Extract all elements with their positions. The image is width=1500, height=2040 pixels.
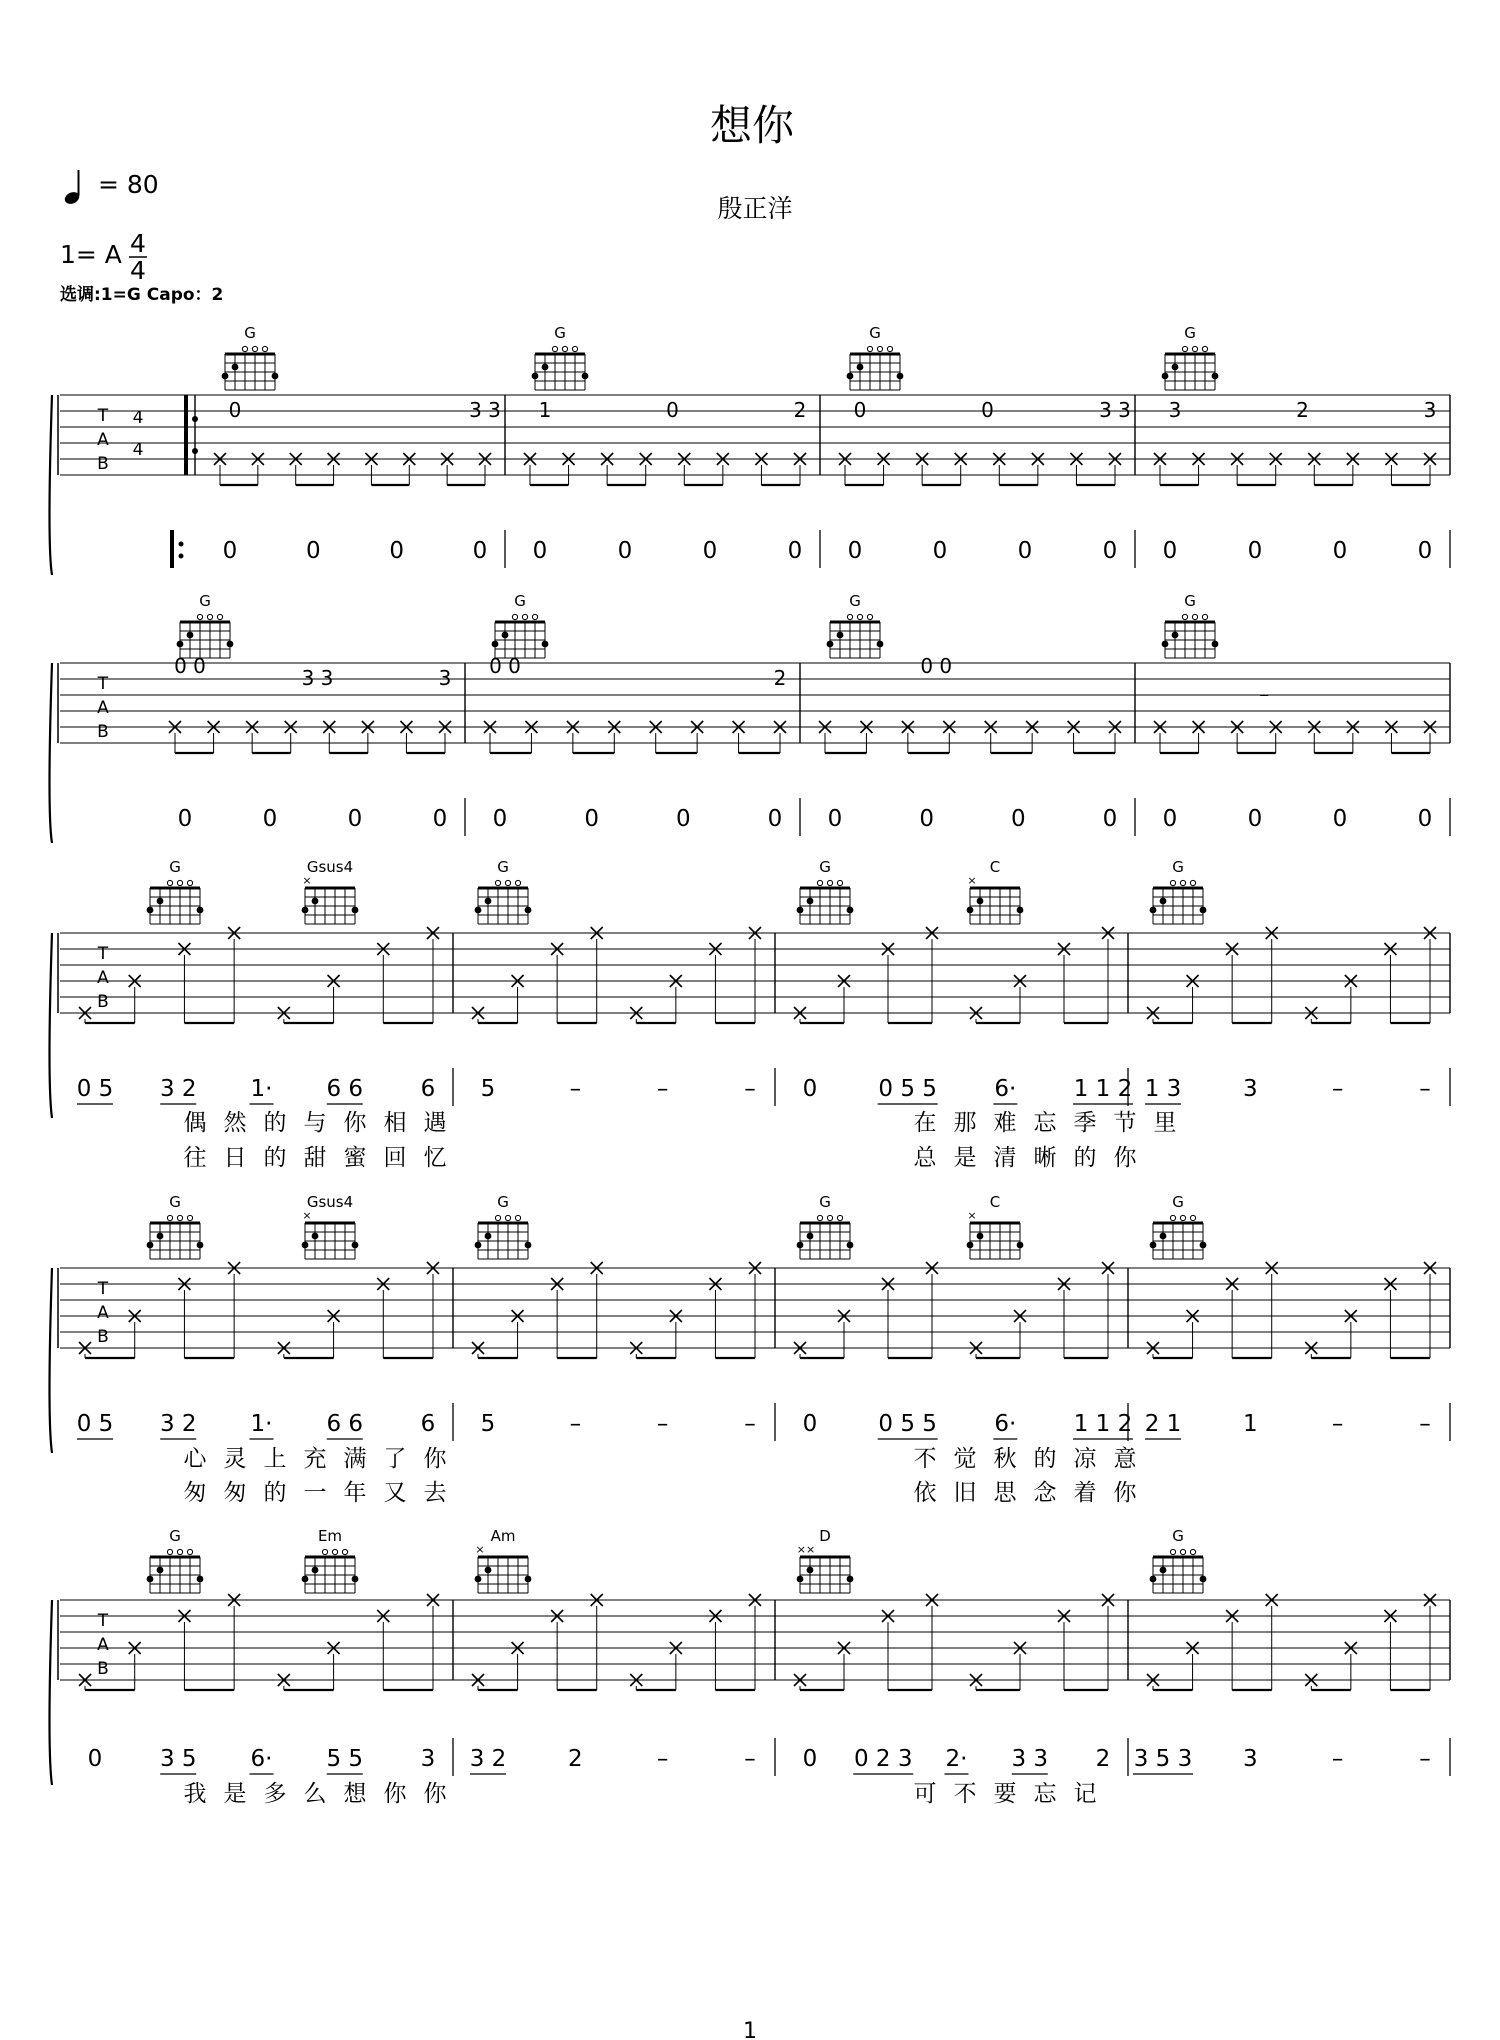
jianpu-note: 0 (1332, 806, 1348, 832)
key-signature: 1= A (60, 240, 122, 269)
score-system (50, 858, 1451, 1171)
tab-fret-number: 2 (773, 666, 787, 690)
chord-name: G (1172, 1193, 1184, 1211)
tempo-value: = 80 (98, 170, 159, 199)
page-number: 1 (743, 2019, 757, 2040)
lyric-char: 忘 (1033, 1110, 1057, 1136)
jianpu-note: 3 (1243, 1076, 1258, 1102)
jianpu-note: 0 (767, 806, 783, 832)
chord-mute-marks: ×× (796, 1543, 816, 1556)
chord-name: G (819, 1193, 831, 1211)
jianpu-note: 0 (802, 1411, 818, 1437)
score-system (50, 324, 1451, 575)
tab-clef-letter: A (97, 430, 109, 450)
chord-mute-marks: × (967, 874, 977, 887)
lyric-char: 在 (913, 1110, 937, 1136)
score-system (50, 592, 1451, 843)
lyric-char: 思 (993, 1480, 1017, 1506)
chord-diagram (797, 1193, 854, 1259)
jianpu-note: 6· (994, 1076, 1017, 1102)
lyric-char: 清 (993, 1145, 1017, 1171)
jianpu-note: 2 (568, 1746, 583, 1772)
chord-diagram (532, 324, 589, 390)
lyric-char: 不 (913, 1446, 937, 1472)
lyric-char: 灵 (223, 1446, 247, 1472)
chord-diagram (147, 1193, 204, 1259)
tab-clef-letter: A (97, 968, 109, 988)
jianpu-note: 0 5 5 (878, 1076, 937, 1102)
lyric-char: 你 (1113, 1145, 1137, 1171)
lyric-char: 的 (263, 1480, 287, 1506)
jianpu-note: 0 (87, 1746, 103, 1772)
chord-name: G (199, 592, 211, 610)
chord-diagram (1150, 1193, 1207, 1259)
chord-name: D (819, 1527, 831, 1545)
chord-diagram (1162, 592, 1219, 658)
jianpu-note: 1 1 2 (1073, 1411, 1133, 1437)
lyric-char: 凉 (1073, 1446, 1097, 1472)
lyric-char: 相 (383, 1110, 407, 1136)
jianpu-note: 1· (250, 1411, 273, 1437)
lyric-char: 你 (343, 1110, 367, 1136)
jianpu-note: 3 2 (159, 1076, 197, 1102)
lyric-char: 依 (913, 1480, 937, 1506)
jianpu-note: 3 5 (159, 1746, 197, 1772)
jianpu-note: – (1419, 1746, 1431, 1772)
chord-diagram (147, 858, 204, 924)
jianpu-note: 1 (1243, 1411, 1258, 1437)
jianpu-note: 0 (222, 538, 238, 564)
tab-fret-number: 2 (1296, 398, 1309, 422)
chord-diagram (222, 324, 279, 390)
chord-diagram (827, 592, 884, 658)
lyric-char: 忆 (423, 1145, 447, 1171)
tab-fret-number: 3 (438, 666, 452, 690)
tab-fret-number: 0 (228, 398, 242, 422)
jianpu-note: 0 (847, 538, 863, 564)
chord-name: Am (490, 1527, 516, 1545)
lyric-char: 心 (183, 1446, 207, 1472)
jianpu-note: 0 5 (76, 1076, 114, 1102)
tab-fret-number: 0 (981, 398, 994, 422)
artist-name: 殷正洋 (717, 194, 793, 223)
jianpu-note: – (1331, 1076, 1344, 1102)
chord-diagram (1162, 324, 1219, 390)
lyric-char: 意 (1113, 1446, 1137, 1472)
jianpu-note: 3 (420, 1746, 436, 1772)
chord-name: G (497, 858, 509, 876)
jianpu-note: – (1419, 1076, 1431, 1102)
chord-diagram (475, 858, 532, 924)
lyric-char: 要 (993, 1781, 1017, 1807)
chord-name: G (1172, 858, 1184, 876)
jianpu-note: 6 (420, 1411, 436, 1437)
tab-fret-number: 0 0 (489, 654, 521, 678)
chord-name: G (819, 858, 831, 876)
tab-clef-letter: B (97, 992, 109, 1012)
tab-time-bottom: 4 (132, 440, 144, 460)
lyric-char: 你 (383, 1781, 407, 1807)
chord-name: G (849, 592, 861, 610)
jianpu-note: 0 (702, 538, 718, 564)
jianpu-note: 0 (1332, 538, 1348, 564)
lyric-char: 甜 (303, 1145, 327, 1171)
jianpu-note: 0 (1102, 538, 1118, 564)
lyric-char: 你 (423, 1446, 447, 1472)
chord-name: G (497, 1193, 509, 1211)
chord-name: C (989, 1193, 1001, 1211)
chord-diagram (177, 592, 234, 658)
tab-clef-letter: T (97, 1611, 109, 1631)
lyric-char: 总 (913, 1145, 937, 1171)
jianpu-note: 0 (1162, 806, 1178, 832)
system-brace (50, 1600, 53, 1785)
jianpu-note: 2· (945, 1746, 968, 1772)
jianpu-note: – (656, 1076, 669, 1102)
lyric-char: 了 (383, 1446, 407, 1472)
chord-diagram (302, 1527, 359, 1593)
jianpu-note: – (1331, 1746, 1344, 1772)
tab-fret-number: 3 (1423, 398, 1437, 422)
chord-diagram (967, 1193, 1024, 1259)
tab-clef-letter: A (97, 698, 109, 718)
jianpu-note: 3 2 (469, 1746, 507, 1772)
system-brace (50, 663, 53, 843)
lyric-char: 充 (303, 1446, 327, 1472)
jianpu-note: 0 (1247, 806, 1263, 832)
jianpu-note: 0 (1162, 538, 1178, 564)
chord-name: Em (317, 1527, 343, 1545)
time-signature-bottom: 4 (130, 256, 146, 285)
lyric-char: 遇 (423, 1110, 447, 1136)
jianpu-note: – (656, 1411, 669, 1437)
score-system (50, 1193, 1451, 1506)
jianpu-note: 3 5 3 (1133, 1746, 1193, 1772)
jianpu-note: – (569, 1076, 582, 1102)
chord-name: G (869, 324, 881, 342)
chord-diagram (302, 858, 359, 924)
tab-clef-letter: T (97, 944, 109, 964)
lyric-char: 日 (223, 1145, 247, 1171)
lyric-char: 可 (913, 1781, 937, 1807)
chord-diagram (1150, 858, 1207, 924)
lyric-char: 旧 (953, 1480, 977, 1506)
jianpu-note: 0 (932, 538, 948, 564)
lyric-char: 的 (1073, 1145, 1097, 1171)
jianpu-note: 0 (472, 538, 488, 564)
jianpu-note: 1 1 2 (1073, 1076, 1133, 1102)
lyric-char: 里 (1153, 1110, 1177, 1136)
chord-name: G (554, 324, 566, 342)
lyric-char: 不 (953, 1781, 977, 1807)
jianpu-note: – (1331, 1411, 1344, 1437)
lyric-char: 的 (263, 1110, 287, 1136)
chord-name: G (1184, 324, 1196, 342)
jianpu-note: 0 (617, 538, 633, 564)
lyric-char: 觉 (953, 1446, 977, 1472)
tab-fret-number: 0 (853, 398, 867, 422)
lyric-char: 晰 (1033, 1145, 1057, 1171)
chord-mute-marks: × (302, 1209, 312, 1222)
lyric-char: 是 (223, 1781, 247, 1807)
lyric-char: 我 (183, 1781, 207, 1807)
jianpu-note: – (744, 1076, 756, 1102)
chord-diagram (492, 592, 549, 658)
jianpu-note: 2 1 (1144, 1411, 1182, 1437)
chord-name: G (169, 1527, 181, 1545)
tab-time-top: 4 (132, 408, 144, 428)
lyric-char: 匆 (183, 1480, 207, 1506)
lyric-char: 年 (343, 1480, 367, 1506)
jianpu-note: – (744, 1746, 756, 1772)
tab-clef-letter: A (97, 1303, 109, 1323)
lyric-char: 往 (183, 1145, 207, 1171)
jianpu-note: 1· (250, 1076, 273, 1102)
jianpu-note: 0 (1011, 806, 1026, 832)
tab-clef-letter: B (97, 454, 109, 474)
score-system (50, 1527, 1451, 1807)
jianpu-note: 0 5 5 (878, 1411, 937, 1437)
lyric-char: 的 (263, 1145, 287, 1171)
lyric-char: 多 (263, 1781, 287, 1807)
jianpu-note: 6 6 (326, 1411, 364, 1437)
chord-diagram (147, 1527, 204, 1593)
system-brace (50, 395, 53, 575)
jianpu-note: 0 (177, 806, 193, 832)
lyric-char: 想 (343, 1781, 367, 1807)
jianpu-note: 0 (802, 1746, 818, 1772)
jianpu-note: 0 (787, 538, 803, 564)
chord-name: G (244, 324, 256, 342)
jianpu-note: 0 (389, 538, 404, 564)
lyric-char: 秋 (993, 1446, 1017, 1472)
system-brace (50, 1268, 53, 1453)
lyric-char: 念 (1033, 1480, 1057, 1506)
tab-fret-number: 0 0 (920, 654, 953, 678)
lyric-char: 与 (303, 1110, 327, 1136)
jianpu-note: 0 (584, 806, 599, 832)
jianpu-note: 3 (1243, 1746, 1258, 1772)
tab-clef-letter: B (97, 722, 109, 742)
jianpu-note: 0 (802, 1076, 818, 1102)
jianpu-note: 0 (676, 806, 691, 832)
jianpu-note: 0 (532, 538, 548, 564)
jianpu-note: – (1419, 1411, 1431, 1437)
tab-fret-number: 3 (1168, 398, 1182, 422)
chord-name: Gsus4 (306, 858, 354, 876)
tab-fret-number: 3 3 (1099, 398, 1131, 422)
jianpu-note: 3 2 (159, 1411, 197, 1437)
tab-clef-letter: B (97, 1659, 109, 1679)
lyric-char: 偶 (183, 1110, 207, 1136)
jianpu-note: 0 2 3 (853, 1746, 913, 1772)
tuning-capo-note: 选调:1=G Capo：2 (60, 285, 224, 305)
chord-name: G (169, 858, 181, 876)
lyric-char: 然 (223, 1110, 247, 1136)
jianpu-note: 5 (480, 1411, 496, 1437)
jianpu-note: 0 (492, 806, 508, 832)
jianpu-note: 3 3 (1011, 1746, 1049, 1772)
jianpu-note: 0 (827, 806, 843, 832)
lyric-char: 节 (1113, 1110, 1137, 1136)
jianpu-note: – (744, 1411, 756, 1437)
chord-name: C (989, 858, 1001, 876)
tab-clef-letter: B (97, 1327, 109, 1347)
jianpu-note: 0 (1102, 806, 1118, 832)
lyric-char: 记 (1073, 1781, 1097, 1807)
tab-clef-letter: T (97, 1279, 109, 1299)
time-signature-top: 4 (130, 229, 146, 258)
system-brace (50, 933, 53, 1118)
lyric-char: 上 (263, 1446, 287, 1472)
jianpu-note: 0 (347, 806, 363, 832)
jianpu-note: 5 5 (326, 1746, 364, 1772)
tab-fret-number: – (1259, 682, 1270, 706)
jianpu-note: 0 (262, 806, 278, 832)
jianpu-note: 0 (306, 538, 321, 564)
quarter-note-icon (63, 170, 81, 206)
jianpu-note: – (569, 1411, 582, 1437)
chord-diagram (847, 324, 904, 390)
tab-fret-number: 3 3 (301, 666, 334, 690)
score-systems (50, 324, 1451, 1807)
lyric-char: 着 (1073, 1480, 1097, 1506)
lyric-char: 难 (993, 1110, 1017, 1136)
jianpu-note: 2 (1095, 1746, 1111, 1772)
jianpu-note: 0 (1017, 538, 1033, 564)
jianpu-note: 6· (994, 1411, 1017, 1437)
tab-clef-letter: A (97, 1635, 109, 1655)
lyric-char: 匆 (223, 1480, 247, 1506)
tab-fret-number: 3 3 (469, 398, 501, 422)
tab-fret-number: 1 (538, 398, 552, 422)
chord-diagram (797, 1527, 854, 1593)
chord-diagram (1150, 1527, 1207, 1593)
jianpu-note: 5 (480, 1076, 496, 1102)
chord-diagram (475, 1193, 532, 1259)
chord-name: G (514, 592, 526, 610)
jianpu-note: 6 6 (326, 1076, 364, 1102)
lyric-char: 满 (343, 1446, 367, 1472)
lyric-char: 回 (383, 1145, 407, 1171)
jianpu-note: 0 5 (76, 1411, 114, 1437)
tab-fret-number: 0 0 (174, 654, 206, 678)
jianpu-note: 0 (432, 806, 448, 832)
jianpu-note: 0 (919, 806, 934, 832)
lyric-char: 又 (383, 1480, 407, 1506)
chord-diagram (797, 858, 854, 924)
jianpu-note: 6 (420, 1076, 436, 1102)
chord-name: G (1184, 592, 1196, 610)
chord-diagram (302, 1193, 359, 1259)
lyric-char: 你 (1113, 1480, 1137, 1506)
tab-clef-letter: T (97, 406, 109, 426)
lyric-char: 是 (953, 1145, 977, 1171)
lyric-char: 季 (1073, 1110, 1097, 1136)
chord-mute-marks: × (302, 874, 312, 887)
tab-fret-number: 0 (666, 398, 679, 422)
jianpu-note: 0 (1247, 538, 1263, 564)
chord-diagram (967, 858, 1024, 924)
jianpu-note: 6· (250, 1746, 273, 1772)
chord-diagram (475, 1527, 532, 1593)
chord-mute-marks: × (967, 1209, 977, 1222)
chord-name: Gsus4 (306, 1193, 354, 1211)
tab-fret-number: 2 (793, 398, 807, 422)
lyric-char: 去 (423, 1480, 447, 1506)
chord-name: G (169, 1193, 181, 1211)
chord-mute-marks: × (475, 1543, 485, 1556)
jianpu-note: – (656, 1746, 669, 1772)
lyric-char: 忘 (1033, 1781, 1057, 1807)
lyric-char: 么 (303, 1781, 327, 1807)
lyric-char: 一 (303, 1480, 327, 1506)
song-title: 想你 (709, 101, 795, 150)
lyric-char: 的 (1033, 1446, 1057, 1472)
jianpu-note: 1 3 (1144, 1076, 1182, 1102)
jianpu-note: 0 (1417, 538, 1433, 564)
lyric-char: 你 (423, 1781, 447, 1807)
tab-clef-letter: T (97, 674, 109, 694)
chord-name: G (1172, 1527, 1184, 1545)
lyric-char: 蜜 (343, 1145, 367, 1171)
jianpu-note: 0 (1417, 806, 1433, 832)
lyric-char: 那 (953, 1110, 977, 1136)
